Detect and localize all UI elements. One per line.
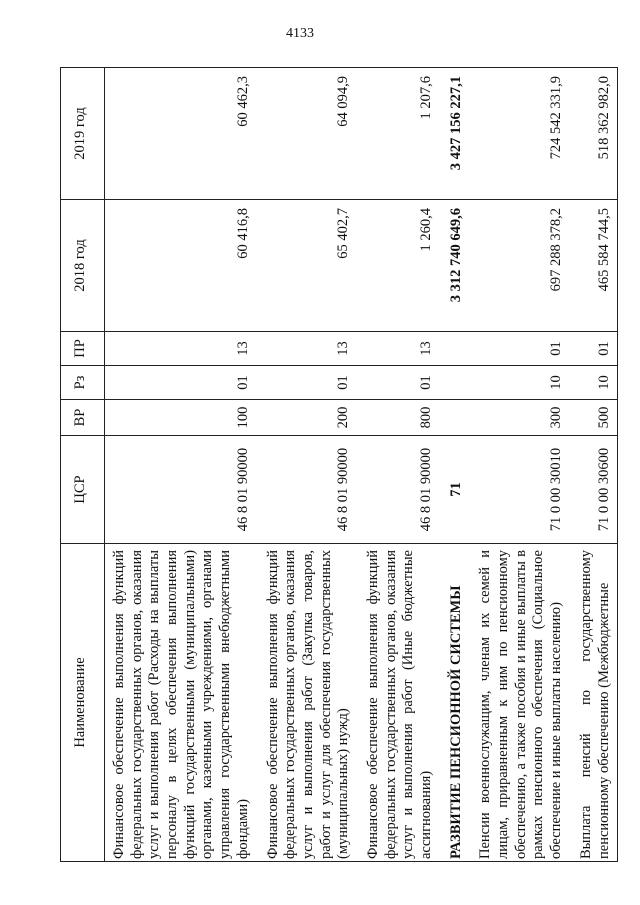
row-pr: [440, 332, 470, 366]
row-2019: 724 542 331,9: [469, 68, 569, 200]
row-csr: 71 0 00 30010: [469, 436, 569, 544]
row-rz: 01: [105, 366, 257, 400]
row-2018: 465 584 744,5: [570, 200, 618, 332]
row-pr: 13: [357, 332, 440, 366]
header-row: [61, 68, 105, 862]
table-row-section: [440, 68, 470, 862]
table-row: [570, 68, 618, 862]
table-row: [257, 68, 357, 862]
row-2019: 60 462,3: [105, 68, 257, 200]
row-2019: 518 362 982,0: [570, 68, 618, 200]
col-header-pr: ПР: [61, 332, 105, 366]
row-name: Финансовое обеспечение выполнения функций федеральных государственных органов, оказания услуг и выполнения работ (Расходы на выплаты персоналу в целях обеспечения выполнения функций государственными (муниципальными) органами, казенными учреждениями, органами управления государственными внебюджетными фондами): [105, 544, 257, 862]
col-header-2018: 2018 год: [61, 200, 105, 332]
row-name: Финансовое обеспечение выполнения функций федеральных государственных органов, оказания услуг и выполнения работ (Закупка товаров, работ и услуг для обеспечения государственных (муниципальных) нужд): [257, 544, 357, 862]
row-2018: 1 260,4: [357, 200, 440, 332]
row-pr: 01: [570, 332, 618, 366]
row-vr: [440, 400, 470, 436]
row-2018: 697 288 378,2: [469, 200, 569, 332]
row-name: Финансовое обеспечение выполнения функций федеральных государственных органов, оказания услуг и выполнения работ (Иные бюджетные ассигнования): [357, 544, 440, 862]
row-csr: 46 8 01 90000: [257, 436, 357, 544]
table-row: [469, 68, 569, 862]
row-csr: 46 8 01 90000: [357, 436, 440, 544]
table-row: [105, 68, 257, 862]
row-vr: 500: [570, 400, 618, 436]
row-vr: 800: [357, 400, 440, 436]
row-csr: 71 0 00 30600: [570, 436, 618, 544]
row-csr: 71: [440, 436, 470, 544]
col-header-rz: Рз: [61, 366, 105, 400]
col-header-vr: ВР: [61, 400, 105, 436]
row-rz: [440, 366, 470, 400]
row-2019: 1 207,6: [357, 68, 440, 200]
row-2019: 3 427 156 227,1: [440, 68, 470, 200]
row-rz: 01: [257, 366, 357, 400]
col-header-csr: ЦСР: [61, 436, 105, 544]
table-row: [357, 68, 440, 862]
row-2018: 60 416,8: [105, 200, 257, 332]
row-vr: 100: [105, 400, 257, 436]
row-rz: 10: [469, 366, 569, 400]
row-pr: 13: [105, 332, 257, 366]
row-2018: 65 402,7: [257, 200, 357, 332]
row-name: Пенсии военнослужащим, членам их семей и лицам, приравненным к ним по пенсионному обеспечению, а также пособия и иные выплаты в рамках пенсионного обеспечения (Социальное обеспечение и иные выплаты населению): [469, 544, 569, 862]
row-2019: 64 094,9: [257, 68, 357, 200]
row-vr: 200: [257, 400, 357, 436]
row-pr: 01: [469, 332, 569, 366]
col-header-name: Наименование: [61, 544, 105, 862]
row-name: Выплата пенсий по государственному пенсионному обеспечению (Межбюджетные: [570, 544, 618, 862]
rotated-page: [60, 68, 612, 862]
row-vr: 300: [469, 400, 569, 436]
row-rz: 01: [357, 366, 440, 400]
row-rz: 10: [570, 366, 618, 400]
col-header-2019: 2019 год: [61, 68, 105, 200]
row-csr: 46 8 01 90000: [105, 436, 257, 544]
row-name: РАЗВИТИЕ ПЕНСИОННОЙ СИСТЕМЫ: [440, 544, 470, 862]
budget-table: [60, 67, 618, 862]
row-pr: 13: [257, 332, 357, 366]
row-2018: 3 312 740 649,6: [440, 200, 470, 332]
page-number: 4133: [286, 26, 314, 41]
